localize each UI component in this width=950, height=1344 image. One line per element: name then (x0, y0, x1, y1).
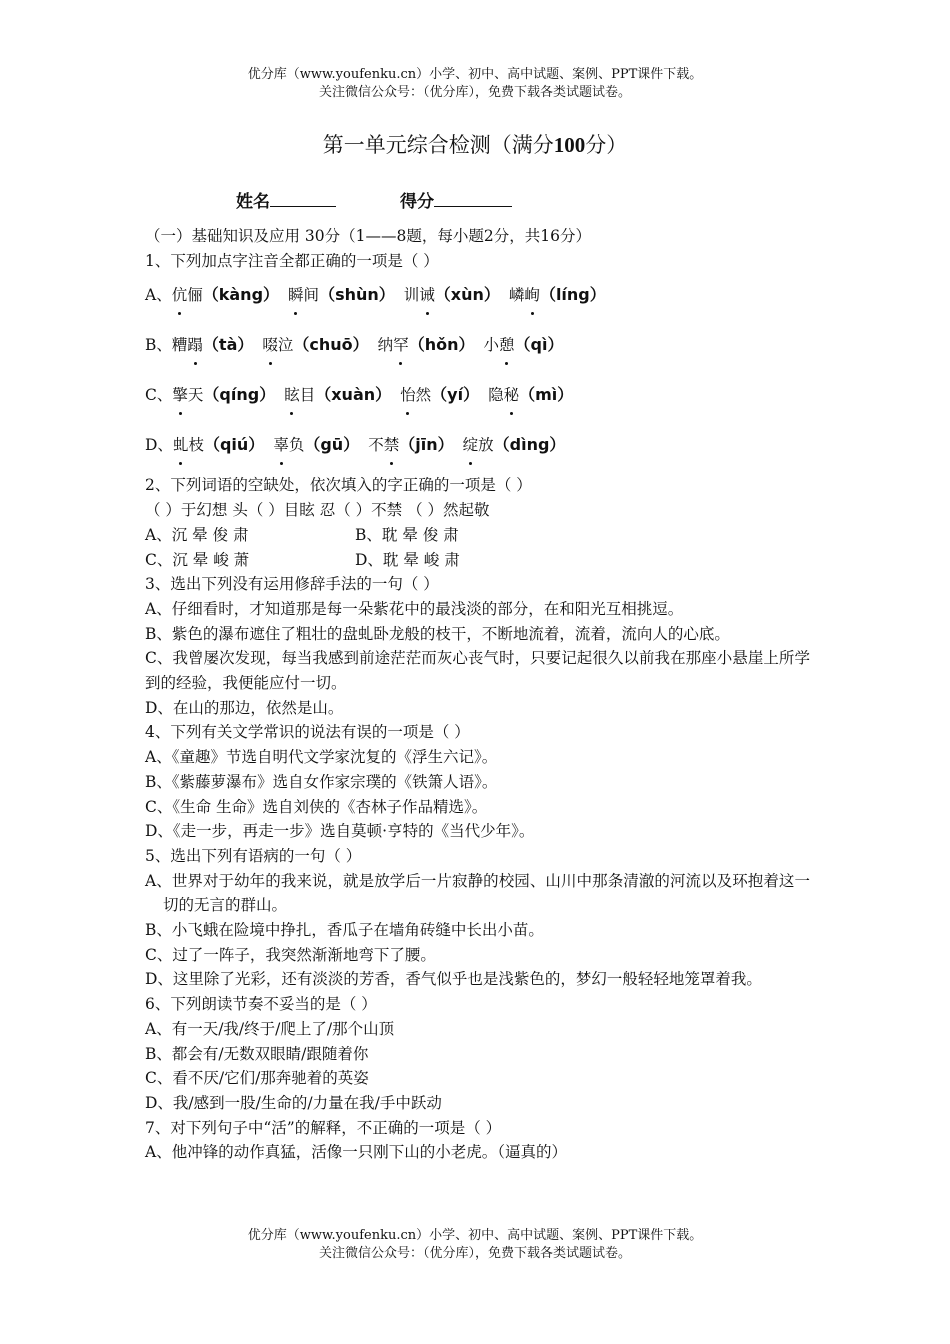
word-character: 枝 (188, 436, 204, 455)
word-character: 负 (288, 436, 305, 455)
q7-stem: 7、对下列句子中“活”的解释，不正确的一项是（ ） (145, 1118, 502, 1137)
title-prefix: 第一单元综合检测（满分 (322, 133, 554, 157)
q1-word (488, 383, 573, 407)
dotted-character: 秘 (504, 383, 520, 407)
word-character: 小 (483, 336, 499, 355)
q1-option-row (145, 373, 810, 423)
title-suffix: 分） (585, 133, 628, 157)
q4-option-d: D、《走一步，再走一步》选自莫顿·亨特的《当代少年》。 (145, 822, 535, 841)
header-line-2: 关注微信公众号：（优分库），免费下载各类试题试卷。 (318, 85, 631, 100)
q1-word (173, 433, 264, 457)
dotted-character: 啜 (262, 333, 278, 357)
q7-option-a: A、他冲锋的动作真猛，活像一只刚下山的小老虎。（逼真的） (145, 1143, 567, 1162)
footer-line-2: 关注微信公众号：（优分库），免费下载各类试题试卷。 (318, 1246, 631, 1261)
word-character: 糟 (171, 336, 188, 355)
word-character: 不 (368, 436, 384, 455)
q1-stem: 1、下列加点字注音全都正确的一项是（ ） (145, 251, 439, 270)
footer-line-1: 优分库（www.youfenku.cn）小学、初中、高中试题、案例、PPT课件下载。 (247, 1228, 703, 1243)
q2-options-row-2 (145, 548, 810, 573)
q6-option-c: C、看不厌/它们/那奔驰着的英姿 (145, 1069, 369, 1088)
q2-options-row-1 (145, 523, 810, 548)
q2-option-b: B、耽 晕 俊 肃 (355, 525, 459, 544)
q4-option-c: C、《生命 生命》选自刘侠的《杏林子作品精选》。 (145, 797, 488, 816)
q1-option-row (145, 323, 810, 373)
q1-word (483, 333, 563, 357)
q6-stem: 6、下列朗读节奏不妥当的是（ ） (145, 995, 377, 1014)
q1-options (145, 273, 810, 473)
q5-option-b: B、小飞蛾在险境中挣扎，香瓜子在墙角砖缝中长出小苗。 (145, 921, 544, 940)
pinyin: （xùn） (434, 285, 500, 305)
word-character: 泣 (277, 336, 294, 355)
dotted-character: 蹋 (187, 333, 203, 357)
q1-word (284, 383, 391, 407)
name-label: 姓名 (236, 192, 270, 212)
q5-option-c: C、过了一阵子，我突然渐渐地弯下了腰。 (145, 945, 436, 964)
q5-stem: 5、选出下列有语病的一句（ ） (145, 846, 362, 865)
q4-stem: 4、下列有关文学常识的说法有误的一项是（ ） (145, 723, 470, 742)
pinyin: （kàng） (202, 285, 280, 305)
word-character: 放 (478, 436, 494, 455)
q6-option-b: B、都会有/无数双眼睛/跟随着你 (145, 1044, 369, 1063)
dotted-character: 伉 (172, 283, 188, 307)
q1-word (172, 383, 275, 407)
q3-stem: 3、选出下列没有运用修辞手法的一句（ ） (145, 575, 439, 594)
q1-option-letter: B、 (145, 336, 172, 355)
dotted-character: 罕 (393, 333, 409, 357)
dotted-character: 辜 (273, 433, 289, 457)
q3-option-d: D、在山的那边，依然是山。 (145, 698, 344, 717)
title-score: 100 (553, 133, 586, 157)
pinyin: （mì） (519, 385, 574, 405)
dotted-character: 峋 (524, 283, 540, 307)
dotted-character: 怡 (400, 383, 416, 407)
word-character: 天 (187, 386, 204, 405)
name-score-bar (236, 188, 512, 215)
q2-blanks: （ ）于幻想 头（ ）目眩 忍（ ）不禁 （ ）然起敬 (145, 501, 490, 520)
q3-option-b: B、紫色的瀑布遮住了粗壮的盘虬卧龙般的枝干，不断地流着，流着，流向人的心底。 (145, 624, 730, 643)
q5-option-a: A、世界对于幼年的我来说，就是放学后一片寂静的校园、山川中那条清澈的河流以及环抱着这一切的无言的群山。 (145, 871, 810, 915)
q1-word (400, 383, 479, 407)
q1-word (368, 433, 453, 457)
q1-word (509, 283, 606, 307)
word-character: 嶙 (508, 286, 525, 305)
q6-option-d: D、我/感到一股/生命的/力量在我/手中跃动 (145, 1093, 442, 1112)
q1-word (262, 333, 368, 357)
q6-option-a: A、有一天/我/终于/爬上了/那个山顶 (145, 1019, 395, 1038)
dotted-character: 虬 (173, 433, 189, 457)
q1-option-row (145, 273, 810, 323)
word-character: 目 (299, 386, 316, 405)
q4-option-a: A、《童趣》节选自明代文学家沈复的《浮生六记》。 (145, 748, 498, 767)
q1-word (378, 333, 475, 357)
name-blank[interactable] (270, 188, 336, 207)
pinyin: （chuō） (293, 335, 369, 355)
q1-option-row (145, 423, 810, 473)
q3-option-a: A、仔细看时，才知道那是每一朵紫花中的最浅淡的部分，在和阳光互相挑逗。 (145, 599, 684, 618)
dotted-character: 眩 (284, 383, 300, 407)
pinyin: （qiú） (203, 435, 265, 455)
pinyin: （yí） (431, 385, 480, 405)
q1-option-letter: C、 (145, 386, 173, 405)
section-heading: （一）基础知识及应用 30分（1——8题，每小题2分，共16分） (145, 227, 591, 245)
pinyin: （shùn） (319, 285, 395, 305)
pinyin: （dìng） (493, 435, 566, 455)
q2-option-d: D、耽 晕 峻 肃 (355, 550, 460, 569)
word-character: 训 (403, 286, 420, 305)
pinyin: （líng） (539, 285, 606, 305)
q3-option-c: C、我曾屡次发现，每当我感到前途茫茫而灰心丧气时，只要记起很久以前我在那座小悬崖上所学到的经验，我便能应付一切。 (145, 649, 810, 693)
q1-word (172, 333, 253, 357)
page-title (0, 130, 950, 160)
q2-option-c: C、沉 晕 峻 萧 (145, 550, 250, 569)
word-character: 然 (415, 386, 432, 405)
header-line-1: 优分库（www.youfenku.cn）小学、初中、高中试题、案例、PPT课件下载。 (247, 67, 703, 82)
q1-option-letter: A、 (145, 286, 172, 305)
q2-option-a: A、沉 晕 俊 肃 (145, 525, 249, 544)
pinyin: （hǒn） (408, 335, 475, 355)
pinyin: （qíng） (203, 385, 276, 405)
pinyin: （jīn） (399, 435, 454, 455)
score-label: 得分 (400, 192, 434, 212)
q1-word (172, 283, 279, 307)
q1-word (404, 283, 500, 307)
page-header (0, 66, 950, 102)
word-character: 隐 (488, 386, 504, 405)
q4-option-b: B、《紫藤萝瀑布》选自女作家宗璞的《铁箫人语》。 (145, 772, 498, 791)
q1-word (273, 433, 359, 457)
dotted-character: 擎 (172, 383, 188, 407)
dotted-character: 诫 (419, 283, 435, 307)
q1-word (463, 433, 566, 457)
word-character: 间 (303, 286, 320, 305)
word-character: 纳 (377, 336, 394, 355)
pinyin: （qì） (514, 335, 564, 355)
q5-option-d: D、这里除了光彩，还有淡淡的芳香，香气似乎也是浅紫色的，梦幻一般轻轻地笼罩着我。 (145, 970, 762, 989)
page-footer (0, 1227, 950, 1263)
q2-stem: 2、下列词语的空缺处，依次填入的字正确的一项是（ ） (145, 476, 532, 495)
pinyin: （xuàn） (315, 385, 392, 405)
dotted-character: 瞬 (288, 283, 304, 307)
q1-option-letter: D、 (145, 436, 173, 455)
dotted-character: 绽 (463, 433, 479, 457)
word-character: 俪 (187, 286, 203, 305)
exam-content (145, 224, 810, 1165)
q1-word (288, 283, 395, 307)
dotted-character: 憩 (499, 333, 515, 357)
pinyin: （gū） (304, 435, 360, 455)
dotted-character: 禁 (384, 433, 400, 457)
pinyin: （tà） (202, 335, 254, 355)
score-blank[interactable] (434, 188, 512, 207)
